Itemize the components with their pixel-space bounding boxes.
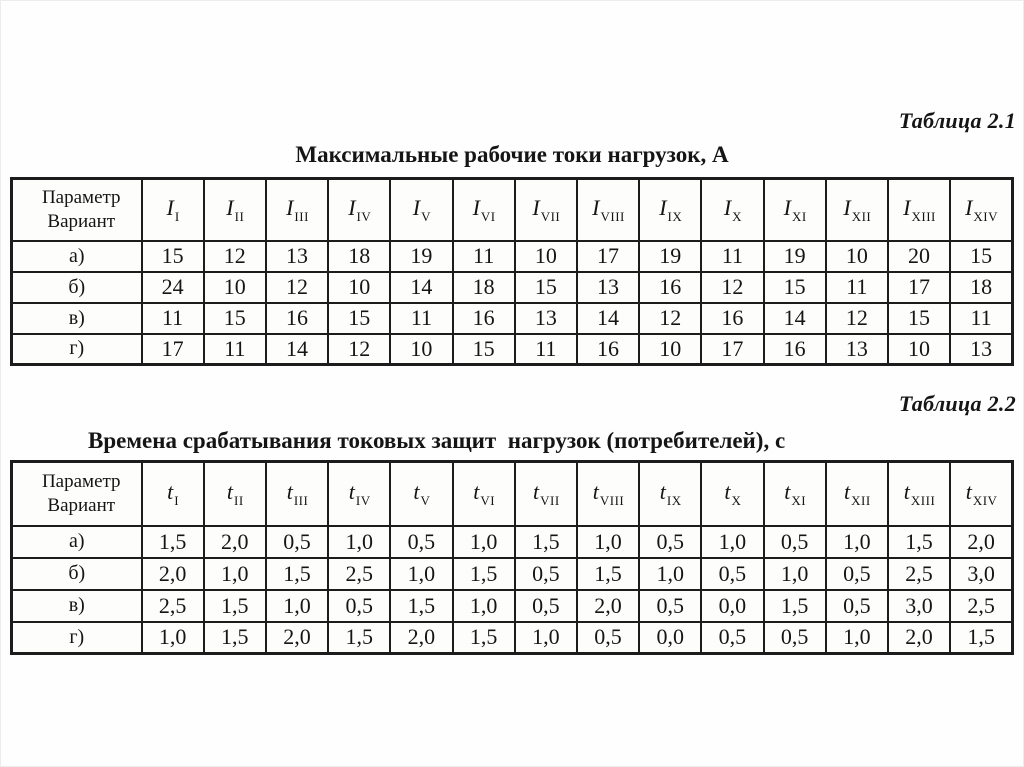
data-cell: 2,0 bbox=[577, 590, 639, 622]
column-subscript: VII bbox=[540, 493, 560, 509]
column-header-I-XI bbox=[764, 179, 826, 241]
column-symbol: I bbox=[532, 195, 540, 221]
data-cell: 15 bbox=[764, 272, 826, 303]
table2 bbox=[10, 460, 1014, 655]
data-cell: 1,5 bbox=[328, 622, 390, 654]
data-cell: 16 bbox=[764, 334, 826, 365]
header-row bbox=[12, 462, 1013, 526]
data-cell: 1,5 bbox=[142, 526, 204, 558]
data-cell: 1,0 bbox=[639, 558, 701, 590]
table-row bbox=[12, 334, 1013, 365]
data-cell: 0,5 bbox=[390, 526, 452, 558]
data-cell: 2,0 bbox=[390, 622, 452, 654]
data-cell: 1,0 bbox=[142, 622, 204, 654]
data-cell: 0,5 bbox=[701, 558, 763, 590]
data-cell: 18 bbox=[453, 272, 515, 303]
column-symbol: t bbox=[965, 479, 972, 505]
row-label: а) bbox=[12, 526, 142, 558]
data-cell: 3,0 bbox=[888, 590, 950, 622]
column-symbol: t bbox=[167, 479, 174, 505]
table-row bbox=[12, 622, 1013, 654]
table-row bbox=[12, 558, 1013, 590]
column-subscript: XIV bbox=[972, 493, 998, 509]
column-symbol: I bbox=[659, 195, 667, 221]
data-cell: 0,5 bbox=[639, 526, 701, 558]
data-cell: 17 bbox=[701, 334, 763, 365]
table-row bbox=[12, 590, 1013, 622]
column-subscript: IX bbox=[667, 209, 683, 225]
column-header-I-VI bbox=[453, 179, 515, 241]
data-cell: 1,0 bbox=[577, 526, 639, 558]
data-cell: 10 bbox=[390, 334, 452, 365]
row-label: а) bbox=[12, 241, 142, 272]
column-symbol: t bbox=[592, 479, 599, 505]
column-subscript: X bbox=[731, 493, 742, 509]
data-cell: 18 bbox=[950, 272, 1012, 303]
data-cell: 0,5 bbox=[515, 558, 577, 590]
column-symbol: I bbox=[226, 195, 234, 221]
column-subscript: XII bbox=[851, 493, 871, 509]
data-cell: 14 bbox=[577, 303, 639, 334]
data-cell: 10 bbox=[204, 272, 266, 303]
column-subscript: XII bbox=[851, 209, 872, 225]
data-cell: 10 bbox=[328, 272, 390, 303]
column-subscript: X bbox=[732, 209, 743, 225]
data-cell: 0,5 bbox=[266, 526, 328, 558]
table2-title: Времена срабатывания токовых защит нагрузок (потребителей), с bbox=[88, 428, 786, 453]
data-cell: 0,5 bbox=[764, 526, 826, 558]
data-cell: 0,5 bbox=[328, 590, 390, 622]
column-header-I-IX bbox=[639, 179, 701, 241]
row-label: г) bbox=[12, 622, 142, 654]
column-subscript: IV bbox=[355, 493, 371, 509]
row-label: в) bbox=[12, 303, 142, 334]
data-cell: 10 bbox=[515, 241, 577, 272]
column-subscript: VII bbox=[540, 209, 561, 225]
column-header-t-III bbox=[266, 462, 328, 526]
data-cell: 1,0 bbox=[701, 526, 763, 558]
data-cell: 19 bbox=[764, 241, 826, 272]
table2-caption: Таблица 2.2 bbox=[898, 391, 1016, 416]
data-cell: 14 bbox=[390, 272, 452, 303]
corner-header-line: Вариант bbox=[47, 494, 116, 516]
column-subscript: IV bbox=[356, 209, 372, 225]
data-cell: 16 bbox=[453, 303, 515, 334]
column-subscript: XI bbox=[791, 493, 807, 509]
data-cell: 2,5 bbox=[328, 558, 390, 590]
column-header-I-VIII bbox=[577, 179, 639, 241]
column-subscript: VI bbox=[480, 209, 496, 225]
data-cell: 1,5 bbox=[888, 526, 950, 558]
data-cell: 1,5 bbox=[204, 622, 266, 654]
data-cell: 3,0 bbox=[950, 558, 1012, 590]
column-symbol: I bbox=[723, 195, 732, 221]
column-header-t-X bbox=[701, 462, 763, 526]
column-symbol: I bbox=[903, 195, 911, 221]
column-symbol: t bbox=[784, 479, 791, 505]
data-cell: 1,5 bbox=[266, 558, 328, 590]
table1-title: Максимальные рабочие токи нагрузок, А bbox=[295, 142, 729, 167]
data-cell: 1,5 bbox=[204, 590, 266, 622]
data-cell: 17 bbox=[142, 334, 204, 365]
data-cell: 20 bbox=[888, 241, 950, 272]
data-cell: 16 bbox=[577, 334, 639, 365]
column-subscript: XIV bbox=[973, 209, 999, 225]
data-cell: 10 bbox=[639, 334, 701, 365]
column-subscript: II bbox=[234, 493, 244, 509]
column-header-t-XIII bbox=[888, 462, 950, 526]
column-symbol: I bbox=[166, 195, 174, 221]
data-cell: 13 bbox=[515, 303, 577, 334]
data-cell: 13 bbox=[266, 241, 328, 272]
data-cell: 16 bbox=[701, 303, 763, 334]
column-subscript: III bbox=[293, 493, 309, 509]
corner-header bbox=[12, 179, 142, 241]
data-cell: 11 bbox=[453, 241, 515, 272]
data-cell: 13 bbox=[577, 272, 639, 303]
column-symbol: t bbox=[226, 479, 234, 505]
data-cell: 14 bbox=[764, 303, 826, 334]
column-subscript: VIII bbox=[600, 209, 625, 225]
column-header-I-III bbox=[266, 179, 328, 241]
corner-header bbox=[12, 462, 142, 526]
column-symbol: t bbox=[659, 479, 666, 505]
row-label: в) bbox=[12, 590, 142, 622]
table1-caption: Таблица 2.1 bbox=[898, 108, 1016, 133]
column-symbol: I bbox=[843, 195, 851, 221]
table1 bbox=[10, 177, 1014, 366]
column-header-I-II bbox=[204, 179, 266, 241]
column-header-t-XI bbox=[764, 462, 826, 526]
column-subscript: III bbox=[294, 209, 309, 225]
column-header-t-VI bbox=[453, 462, 515, 526]
data-cell: 0,5 bbox=[701, 622, 763, 654]
column-subscript: VI bbox=[480, 493, 496, 509]
data-cell: 0,0 bbox=[701, 590, 763, 622]
data-cell: 2,5 bbox=[142, 590, 204, 622]
data-cell: 0,5 bbox=[826, 558, 888, 590]
table-row bbox=[12, 241, 1013, 272]
data-cell: 11 bbox=[515, 334, 577, 365]
data-cell: 10 bbox=[826, 241, 888, 272]
corner-header-line: Параметр bbox=[41, 186, 121, 208]
column-header-t-VIII bbox=[577, 462, 639, 526]
column-header-I-X bbox=[701, 179, 763, 241]
data-cell: 0,5 bbox=[764, 622, 826, 654]
data-cell: 15 bbox=[950, 241, 1012, 272]
column-subscript: VIII bbox=[599, 493, 625, 509]
column-symbol: t bbox=[532, 479, 540, 505]
column-header-I-XIII bbox=[888, 179, 950, 241]
data-cell: 17 bbox=[888, 272, 950, 303]
data-cell: 1,0 bbox=[515, 622, 577, 654]
column-header-I-XIV bbox=[950, 179, 1012, 241]
data-cell: 15 bbox=[515, 272, 577, 303]
row-label: б) bbox=[12, 272, 142, 303]
data-cell: 19 bbox=[639, 241, 701, 272]
data-cell: 1,5 bbox=[453, 622, 515, 654]
data-cell: 17 bbox=[577, 241, 639, 272]
column-symbol: t bbox=[286, 479, 293, 505]
data-cell: 2,0 bbox=[266, 622, 328, 654]
column-symbol: t bbox=[724, 479, 731, 505]
data-cell: 12 bbox=[639, 303, 701, 334]
column-header-t-VII bbox=[515, 462, 577, 526]
column-symbol: t bbox=[473, 479, 480, 505]
data-cell: 2,0 bbox=[950, 526, 1012, 558]
column-subscript: XIII bbox=[910, 493, 936, 509]
column-subscript: XI bbox=[791, 209, 807, 225]
data-cell: 15 bbox=[204, 303, 266, 334]
column-header-I-VII bbox=[515, 179, 577, 241]
data-cell: 15 bbox=[888, 303, 950, 334]
data-cell: 1,0 bbox=[390, 558, 452, 590]
data-cell: 1,5 bbox=[390, 590, 452, 622]
column-symbol: I bbox=[472, 195, 480, 221]
data-cell: 11 bbox=[826, 272, 888, 303]
column-subscript: V bbox=[420, 493, 431, 509]
header-row bbox=[12, 179, 1013, 241]
column-header-t-XIV bbox=[950, 462, 1012, 526]
data-cell: 2,0 bbox=[888, 622, 950, 654]
data-cell: 1,5 bbox=[453, 558, 515, 590]
table-row bbox=[12, 526, 1013, 558]
column-subscript: V bbox=[421, 209, 432, 225]
data-cell: 12 bbox=[328, 334, 390, 365]
column-symbol: t bbox=[903, 479, 910, 505]
data-cell: 11 bbox=[204, 334, 266, 365]
data-cell: 1,0 bbox=[826, 622, 888, 654]
corner-header-line: Параметр bbox=[41, 470, 121, 492]
column-symbol: I bbox=[592, 195, 600, 221]
data-cell: 2,0 bbox=[204, 526, 266, 558]
data-cell: 2,5 bbox=[888, 558, 950, 590]
data-cell: 10 bbox=[888, 334, 950, 365]
data-cell: 1,0 bbox=[204, 558, 266, 590]
column-header-I-IV bbox=[328, 179, 390, 241]
data-cell: 0,5 bbox=[577, 622, 639, 654]
data-cell: 13 bbox=[950, 334, 1012, 365]
column-header-t-IX bbox=[639, 462, 701, 526]
data-cell: 2,0 bbox=[142, 558, 204, 590]
data-cell: 12 bbox=[204, 241, 266, 272]
data-cell: 1,0 bbox=[266, 590, 328, 622]
data-cell: 0,5 bbox=[515, 590, 577, 622]
data-cell: 12 bbox=[826, 303, 888, 334]
column-symbol: t bbox=[844, 479, 851, 505]
column-subscript: XIII bbox=[911, 209, 936, 225]
column-symbol: t bbox=[348, 479, 355, 505]
column-symbol: I bbox=[965, 195, 973, 221]
column-header-t-XII bbox=[826, 462, 888, 526]
data-cell: 0,5 bbox=[826, 590, 888, 622]
column-symbol: I bbox=[286, 195, 294, 221]
data-cell: 1,5 bbox=[950, 622, 1012, 654]
data-cell: 13 bbox=[826, 334, 888, 365]
row-label: г) bbox=[12, 334, 142, 365]
column-header-t-I bbox=[142, 462, 204, 526]
column-subscript: I bbox=[174, 209, 180, 225]
column-header-t-V bbox=[390, 462, 452, 526]
data-cell: 1,0 bbox=[453, 590, 515, 622]
data-cell: 11 bbox=[142, 303, 204, 334]
column-symbol: I bbox=[783, 195, 791, 221]
data-cell: 12 bbox=[266, 272, 328, 303]
data-cell: 15 bbox=[453, 334, 515, 365]
column-header-I-V bbox=[390, 179, 452, 241]
column-header-t-IV bbox=[328, 462, 390, 526]
data-cell: 11 bbox=[390, 303, 452, 334]
data-cell: 14 bbox=[266, 334, 328, 365]
data-cell: 16 bbox=[639, 272, 701, 303]
column-subscript: II bbox=[234, 209, 245, 225]
data-cell: 11 bbox=[701, 241, 763, 272]
data-cell: 1,0 bbox=[328, 526, 390, 558]
data-cell: 1,5 bbox=[577, 558, 639, 590]
column-header-I-XII bbox=[826, 179, 888, 241]
data-cell: 18 bbox=[328, 241, 390, 272]
column-symbol: I bbox=[412, 195, 421, 221]
column-header-I-I bbox=[142, 179, 204, 241]
data-cell: 19 bbox=[390, 241, 452, 272]
data-cell: 1,5 bbox=[764, 590, 826, 622]
column-subscript: IX bbox=[666, 493, 682, 509]
data-cell: 15 bbox=[328, 303, 390, 334]
table-row bbox=[12, 303, 1013, 334]
data-cell: 2,5 bbox=[950, 590, 1012, 622]
data-cell: 1,0 bbox=[764, 558, 826, 590]
data-cell: 0,0 bbox=[639, 622, 701, 654]
data-cell: 12 bbox=[701, 272, 763, 303]
table-row bbox=[12, 272, 1013, 303]
data-cell: 24 bbox=[142, 272, 204, 303]
column-subscript: I bbox=[174, 493, 180, 509]
column-header-t-II bbox=[204, 462, 266, 526]
corner-header-line: Вариант bbox=[47, 210, 116, 232]
data-cell: 1,5 bbox=[515, 526, 577, 558]
data-cell: 15 bbox=[142, 241, 204, 272]
data-cell: 11 bbox=[950, 303, 1012, 334]
column-symbol: t bbox=[413, 479, 420, 505]
row-label: б) bbox=[12, 558, 142, 590]
data-cell: 1,0 bbox=[453, 526, 515, 558]
data-cell: 16 bbox=[266, 303, 328, 334]
data-cell: 0,5 bbox=[639, 590, 701, 622]
data-cell: 1,0 bbox=[826, 526, 888, 558]
column-symbol: I bbox=[348, 195, 356, 221]
